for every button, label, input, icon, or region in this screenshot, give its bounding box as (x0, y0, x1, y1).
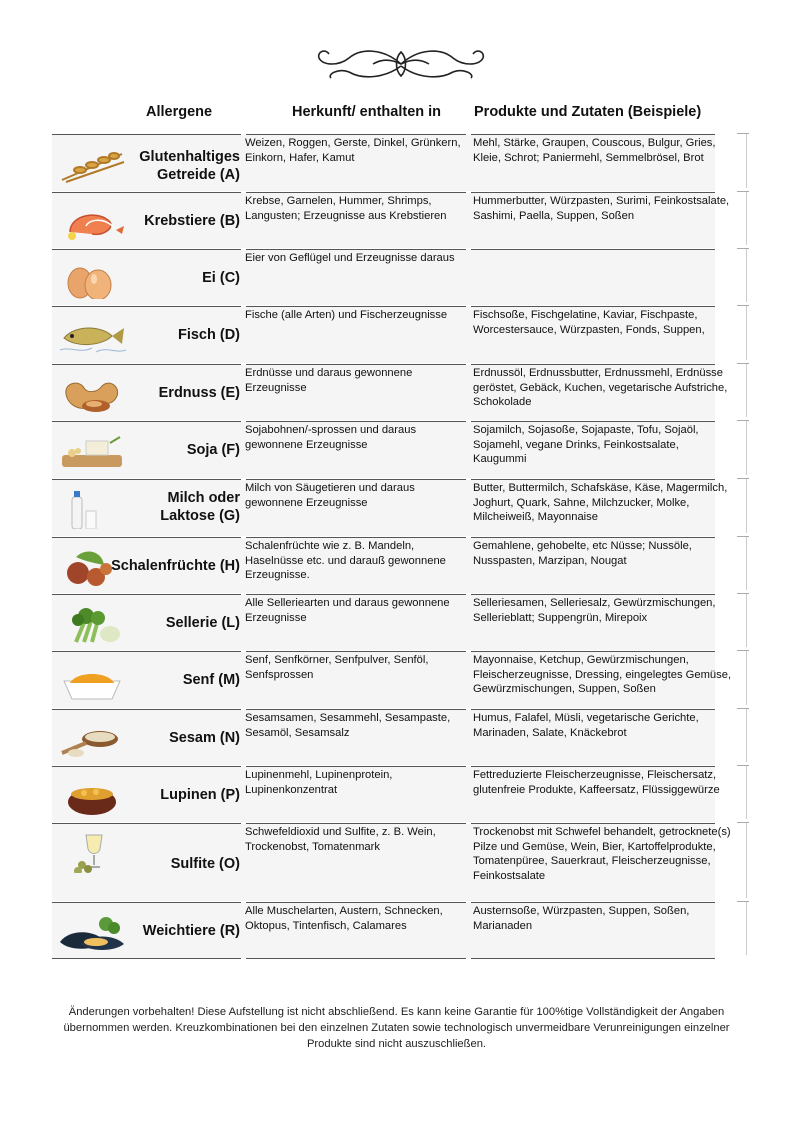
allergen-products: Sojamilch, Sojasoße, Sojapaste, Tofu, Sojaöl, Sojamehl, vegane Drinks, Feinkostsalate, Kaugummi (473, 424, 699, 465)
table-row (0, 192, 793, 249)
row-divider (246, 537, 466, 538)
allergen-name: Weichtiere (R) (142, 923, 240, 939)
row-divider (471, 306, 715, 307)
edge-tick (737, 901, 749, 902)
allergen-name: Glutenhaltiges Getreide (A) (139, 149, 240, 183)
edge-tick (737, 191, 749, 192)
celery-icon (56, 604, 128, 644)
row-divider (52, 537, 241, 538)
edge-tick (737, 305, 749, 306)
allergen-source: Lupinenmehl, Lupinenprotein, Lupinenkonzentrat (245, 769, 393, 796)
table-row (0, 651, 793, 709)
sesame-icon (56, 719, 128, 759)
row-divider (246, 958, 466, 959)
allergen-products: Fettreduzierte Fleischerzeugnisse, Fleischersatz, glutenfreie Produkte, Kaffeersatz, Flüssiggewürze (473, 769, 720, 796)
allergen-source: Weizen, Roggen, Gerste, Dinkel, Grünkern, Einkorn, Hafer, Kamut (245, 137, 461, 164)
edge-bar (746, 306, 747, 360)
row-divider (471, 479, 715, 480)
row-divider (246, 134, 466, 135)
row-divider (246, 364, 466, 365)
lupin-icon (56, 776, 128, 816)
allergen-name: Sulfite (O) (170, 856, 240, 872)
row-divider (471, 651, 715, 652)
allergen-source: Schalenfrüchte wie z. B. Mandeln, Haselnüsse etc. und darauß gewonnene Erzeugnisse. (245, 540, 446, 581)
mussel-icon (56, 912, 128, 952)
row-divider (52, 902, 241, 903)
allergen-products: Austernsoße, Würzpasten, Suppen, Soßen, Marianaden (473, 905, 690, 932)
row-divider (246, 421, 466, 422)
row-divider (471, 537, 715, 538)
row-divider (52, 709, 241, 710)
table-row (0, 902, 793, 959)
table-row (0, 134, 793, 192)
allergen-source: Alle Muschelarten, Austern, Schnecken, Oktopus, Tintenfisch, Calamares (245, 905, 443, 932)
row-divider (246, 192, 466, 193)
disclaimer-footer: Änderungen vorbehalten! Diese Aufstellung ist nicht abschließend. Es kann keine Garantie für 100%tige Vollständigkeit der Angaben übernommen werden. Kreuzkombinationen bei den einzelnen Zutaten sowie technologisch unvermeidbare Verunreinigungen einzelner Produkte sind nicht auszuschließen. (63, 1006, 730, 1050)
edge-tick (737, 536, 749, 537)
row-divider (52, 479, 241, 480)
table-row (0, 364, 793, 421)
wheat-icon (56, 144, 128, 184)
allergen-source: Alle Selleriearten und daraus gewonnene Erzeugnisse (245, 597, 450, 624)
row-divider (52, 192, 241, 193)
edge-tick (737, 363, 749, 364)
edge-bar (746, 134, 747, 188)
edge-bar (746, 902, 747, 955)
row-divider (471, 192, 715, 193)
edge-bar (746, 709, 747, 762)
allergen-products: Selleriesamen, Selleriesalz, Gewürzmischungen, Sellerieblatt; Suppengrün, Mirepoix (473, 597, 716, 624)
allergen-products: Butter, Buttermilch, Schafskäse, Käse, Magermilch, Joghurt, Quark, Sahne, Milchzucker, Molke, Milcheiweiß, Mayonnaise (473, 482, 728, 523)
allergen-products: Erdnussöl, Erdnussbutter, Erdnussmehl, Erdnüsse geröstet, Gebäck, Kuchen, vegetarische Aufstriche, Schokolade (473, 367, 728, 408)
allergen-source: Eier von Geflügel und Erzeugnisse daraus (245, 252, 455, 264)
fish-icon (56, 316, 128, 356)
wine-icon (56, 833, 128, 873)
row-divider (471, 709, 715, 710)
edge-bar (746, 594, 747, 647)
allergen-products: Humus, Falafel, Müsli, vegetarische Gerichte, Marinaden, Salate, Knäckebrot (473, 712, 699, 739)
row-divider (52, 306, 241, 307)
row-divider (246, 766, 466, 767)
shrimp-icon (56, 202, 128, 242)
edge-tick (737, 822, 749, 823)
allergen-name: Schalenfrüchte (H) (111, 558, 240, 574)
edge-bar (746, 651, 747, 705)
allergen-products: Gemahlene, gehobelte, etc Nüsse; Nussöle, Nusspasten, Marzipan, Nougat (473, 540, 692, 567)
row-divider (246, 823, 466, 824)
allergen-name: Erdnuss (E) (158, 385, 240, 401)
edge-tick (737, 593, 749, 594)
table-row (0, 249, 793, 306)
row-divider (246, 709, 466, 710)
allergen-products: Hummerbutter, Würzpasten, Surimi, Feinkostsalate, Sashimi, Paella, Suppen, Soßen (473, 195, 730, 222)
row-divider (52, 421, 241, 422)
allergen-products: Fischsoße, Fischgelatine, Kaviar, Fischpaste, Worcestersauce, Würzpasten, Fonds, Suppen, (473, 309, 705, 336)
allergen-source: Sojabohnen/-sprossen und daraus gewonnene Erzeugnisse (245, 424, 417, 451)
allergen-name: Senf (M) (182, 672, 240, 688)
allergen-name: Ei (C) (202, 270, 240, 286)
table-row (0, 709, 793, 766)
allergen-products: Trockenobst mit Schwefel behandelt, getrocknete(s) Pilze und Gemüse, Wein, Bier, Kartoffelprodukte, Tomatenpüree, Sauerkraut, Fleischerzeugnisse, Feinkostsalate (473, 826, 731, 882)
edge-bar (746, 421, 747, 475)
header-allergene: Allergene (146, 104, 213, 120)
row-divider (246, 306, 466, 307)
allergen-name: Soja (F) (186, 442, 240, 458)
row-divider (52, 249, 241, 250)
edge-bar (746, 192, 747, 245)
row-divider (471, 958, 715, 959)
row-divider (471, 766, 715, 767)
allergen-name: Sellerie (L) (165, 615, 240, 631)
allergen-source: Erdnüsse und daraus gewonnene Erzeugnisse (245, 367, 413, 394)
table-row (0, 306, 793, 364)
row-divider (471, 249, 715, 250)
edge-bar (746, 364, 747, 417)
row-divider (246, 249, 466, 250)
allergen-source: Sesamsamen, Sesammehl, Sesampaste, Sesamöl, Sesamsalz (245, 712, 451, 739)
edge-bar (746, 766, 747, 819)
egg-icon (56, 259, 128, 299)
row-divider (471, 364, 715, 365)
edge-tick (737, 248, 749, 249)
row-divider (471, 421, 715, 422)
allergen-source: Krebse, Garnelen, Hummer, Shrimps, Langusten; Erzeugnisse aus Krebstieren (245, 195, 447, 222)
peanut-icon (56, 374, 128, 414)
allergen-source: Schwefeldioxid und Sulfite, z. B. Wein, Trockenobst, Tomatenmark (245, 826, 436, 853)
allergen-name: Fisch (D) (177, 327, 240, 343)
header-produkte: Produkte und Zutaten (Beispiele) (474, 104, 702, 120)
row-divider (52, 823, 241, 824)
milk-icon (56, 489, 128, 529)
edge-bar (746, 249, 747, 302)
table-row (0, 537, 793, 594)
allergen-products: Mayonnaise, Ketchup, Gewürzmischungen, Fleischerzeugnisse, Dressing, eingelegtes Gemüse, Gewürzmischungen, Suppen, Soßen (473, 654, 732, 695)
table-row (0, 823, 793, 902)
allergen-source: Senf, Senfkörner, Senfpulver, Senföl, Senfsprossen (245, 654, 429, 681)
row-divider (52, 594, 241, 595)
table-row (0, 766, 793, 823)
allergen-source: Fische (alle Arten) und Fischerzeugnisse (245, 309, 448, 321)
row-divider (471, 902, 715, 903)
row-divider (52, 651, 241, 652)
edge-tick (737, 765, 749, 766)
edge-tick (737, 133, 749, 134)
ornament-flourish-icon (313, 44, 489, 84)
edge-tick (737, 420, 749, 421)
header-herkunft: Herkunft/ enthalten in (292, 104, 442, 120)
table-row (0, 594, 793, 651)
allergen-name: Lupinen (P) (160, 787, 240, 803)
row-divider (471, 594, 715, 595)
table-row (0, 421, 793, 479)
row-divider (52, 766, 241, 767)
soy-icon (56, 431, 128, 471)
row-divider (471, 134, 715, 135)
row-divider (52, 958, 241, 959)
row-divider (246, 479, 466, 480)
edge-tick (737, 650, 749, 651)
allergen-source: Milch von Säugetieren und daraus gewonnene Erzeugnisse (245, 482, 415, 509)
row-divider (246, 594, 466, 595)
edge-tick (737, 708, 749, 709)
row-divider (52, 134, 241, 135)
allergen-name: Milch oder Laktose (G) (160, 490, 240, 524)
row-divider (52, 364, 241, 365)
edge-bar (746, 537, 747, 590)
edge-bar (746, 823, 747, 898)
allergen-name: Krebstiere (B) (144, 213, 240, 229)
edge-bar (746, 479, 747, 533)
row-divider (246, 902, 466, 903)
allergen-name: Sesam (N) (169, 730, 240, 746)
mustard-icon (56, 661, 128, 701)
row-divider (471, 823, 715, 824)
edge-tick (737, 478, 749, 479)
table-row (0, 479, 793, 537)
row-divider (246, 651, 466, 652)
allergen-products: Mehl, Stärke, Graupen, Couscous, Bulgur, Gries, Kleie, Schrot; Paniermehl, Semmelbrösel, Brot (473, 137, 716, 164)
